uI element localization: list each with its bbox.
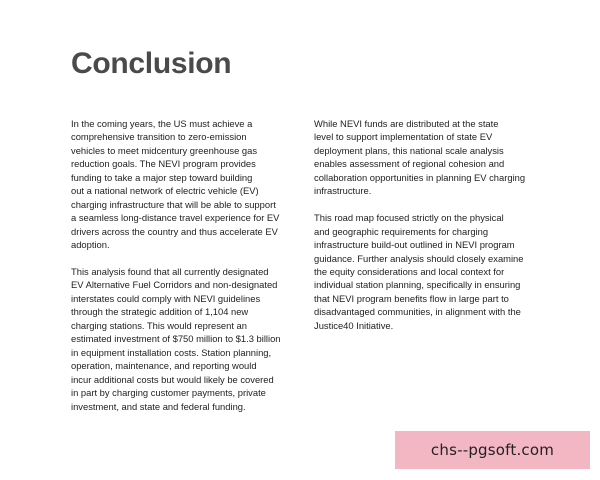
watermark-text: chs--pgsoft.com: [430, 441, 555, 459]
paragraph: While NEVI funds are distributed at the state level to support implementation of state EV deployment plans, this national scale analysis enables assessment of regional cohesion and collaboration opportunities in planning EV charging infrastructure.: [314, 118, 526, 197]
right-column: [314, 117, 532, 346]
paragraph: This analysis found that all currently designated EV Alternative Fuel Corridors and non-designated interstates could comply with NEVI guidelines through the strategic addition of 1,104 new charging stations. This would represent an estimated investment of $750 million to $1.3 billion in equipment installation costs. Station planning, operation, maintenance, and reporting would incur additional costs but would likely be covered in part by charging customer payments, private investment, and state and federal funding.: [71, 265, 281, 412]
paragraph: In the coming years, the US must achieve a comprehensive transition to zero-emission vehicles to meet midcentury greenhouse gas reduction goals. The NEVI program provides funding to take a major step toward building out a national network of electric vehicle (EV) charging infrastructure that will be able to support a seamless long-distance travel experience for EV drivers across the country and thus accelerate EV adoption.: [71, 118, 280, 251]
watermark-banner: [395, 431, 590, 469]
left-column: [71, 117, 289, 426]
paragraph: This road map focused strictly on the physical and geographic requirements for charging infrastructure build-out outlined in NEVI program guidance. Further analysis should closely examine the equity considerations and local context for individual station planning, specifically in ensuring that NEVI program benefits flow in large part to disadvantaged communities, in alignment with the Justice40 Initiative.: [314, 212, 524, 331]
page-title: Conclusion: [71, 47, 232, 80]
